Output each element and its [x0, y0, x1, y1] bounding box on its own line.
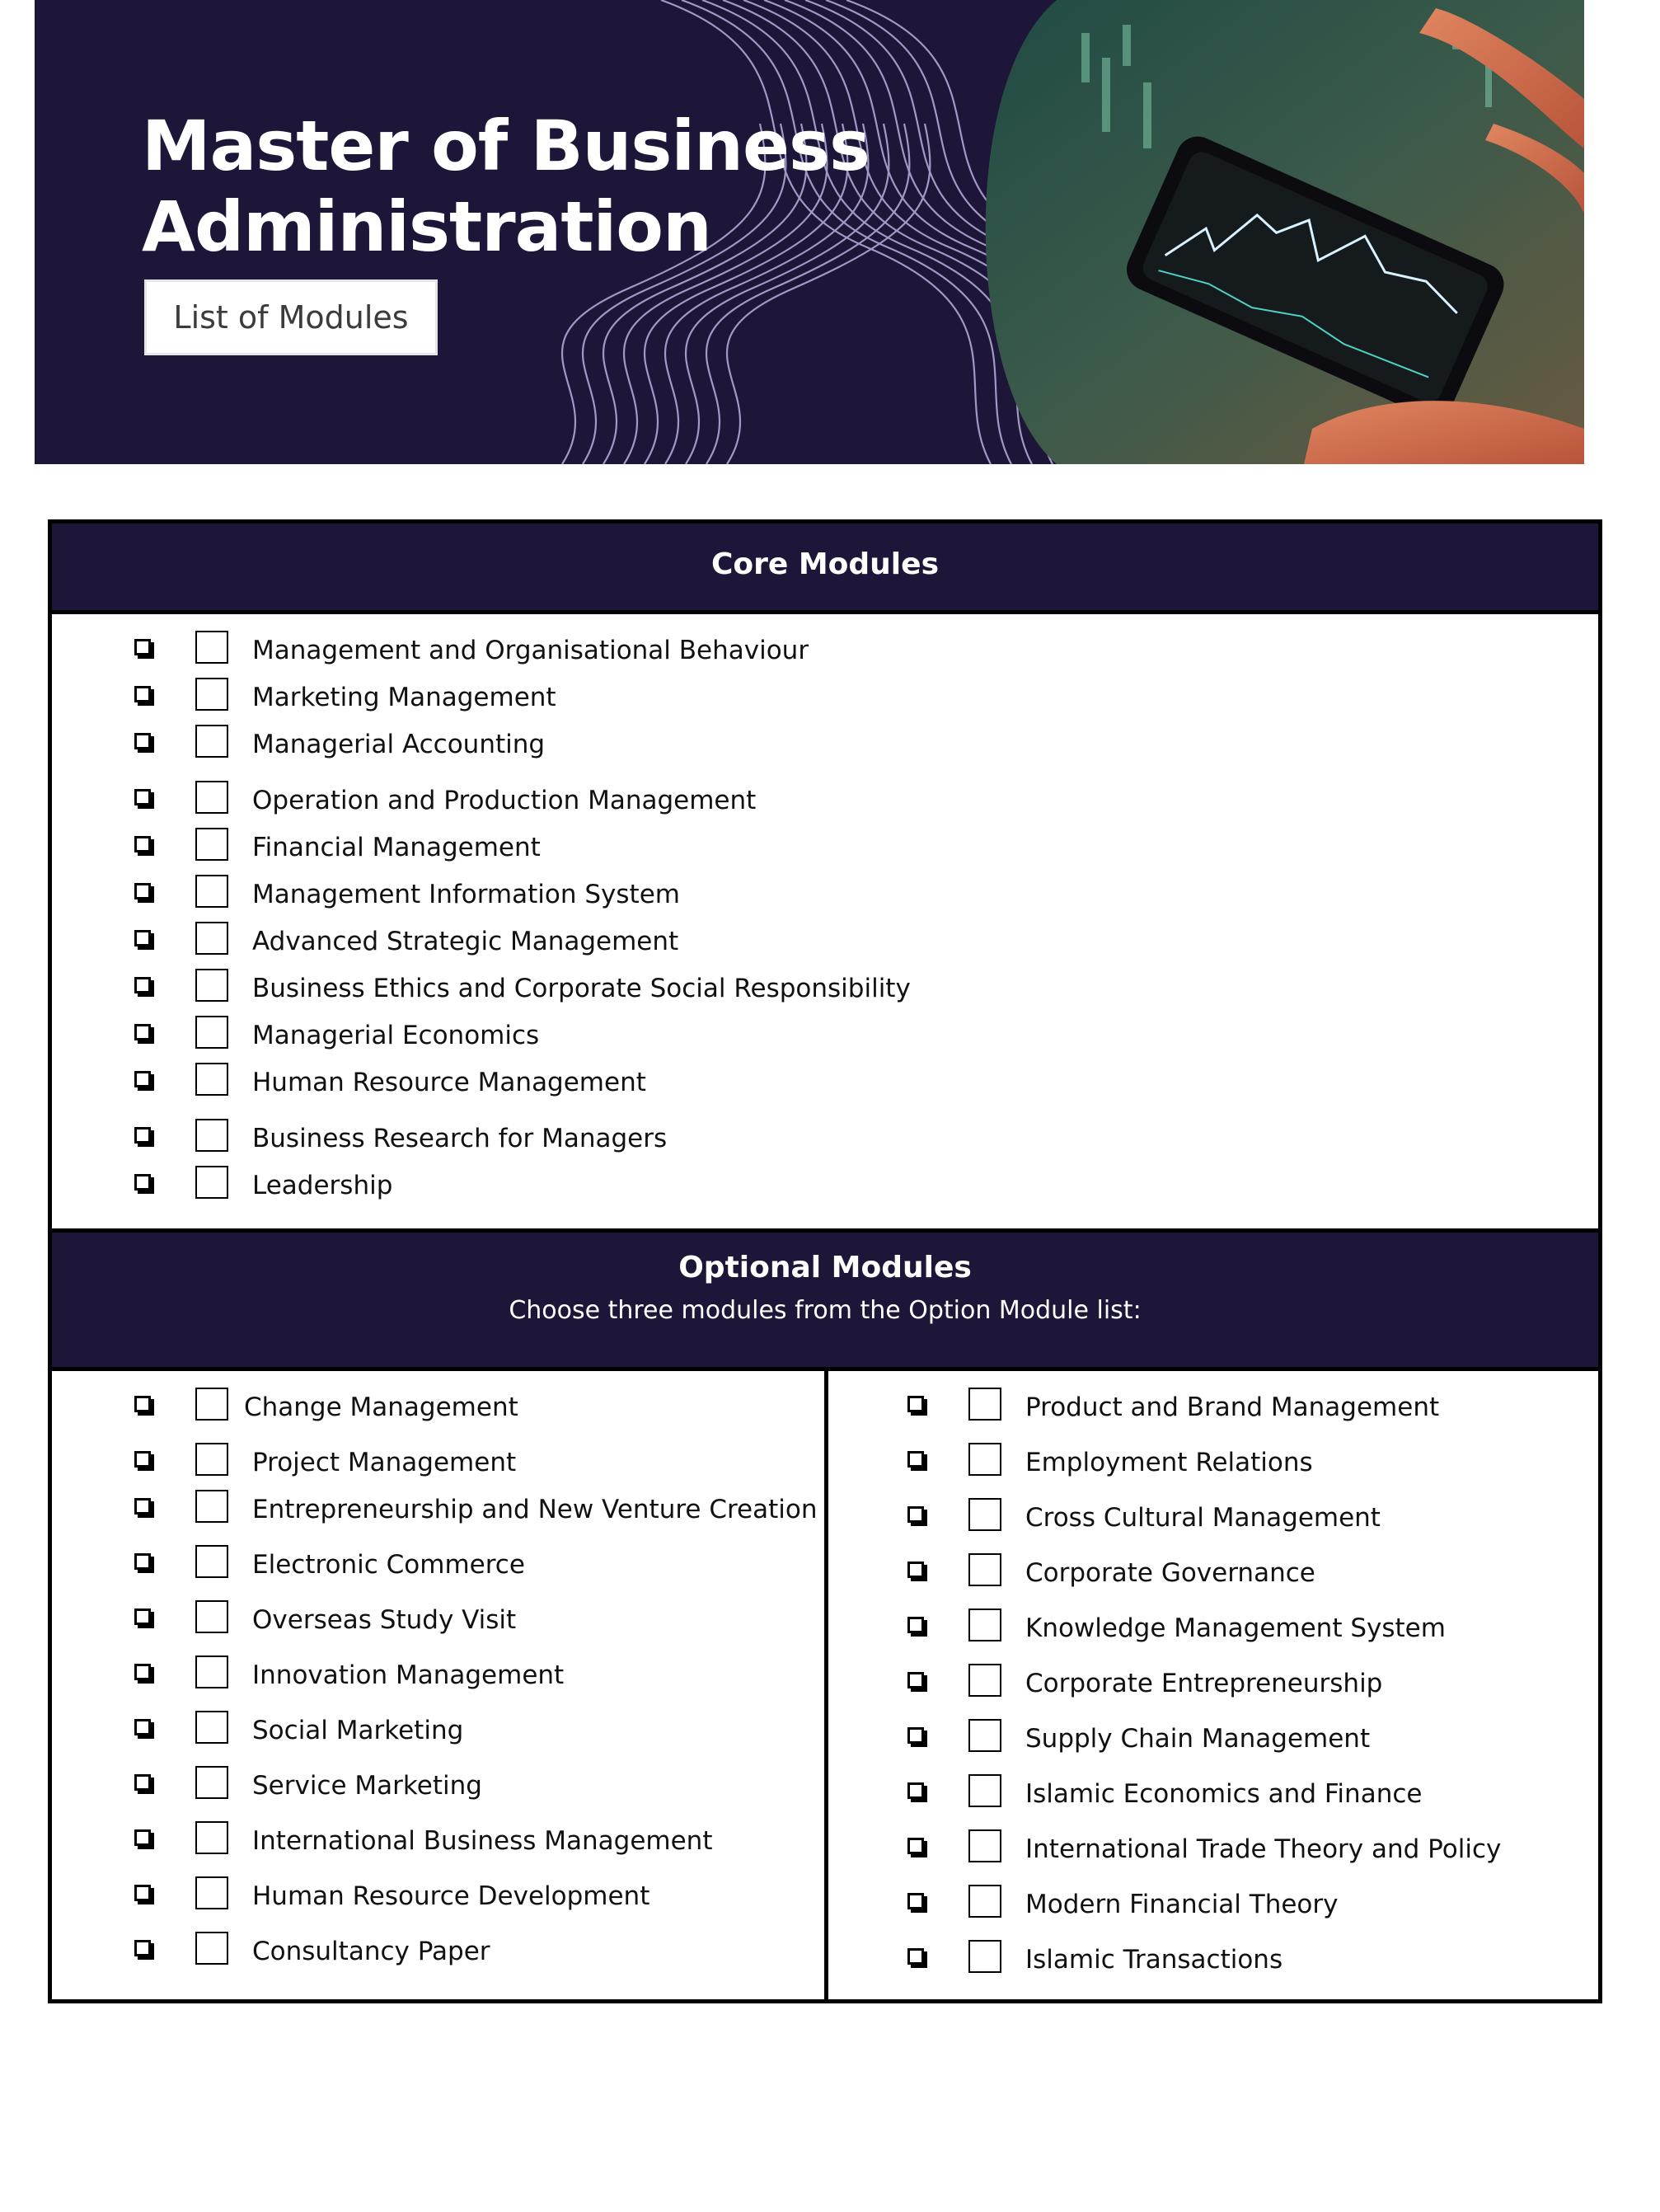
module-label: Product and Brand Management	[1025, 1392, 1440, 1422]
list-of-modules-badge: List of Modules	[144, 279, 438, 355]
module-row	[134, 1711, 860, 1747]
module-row	[134, 1655, 860, 1692]
module-row	[134, 678, 860, 714]
module-checkbox[interactable]	[195, 1766, 228, 1799]
program-title-line-1: Master of Business	[142, 106, 870, 186]
module-label: Consultancy Paper	[252, 1937, 490, 1966]
checkbox-bullet-icon	[907, 1451, 924, 1468]
module-row	[134, 1600, 860, 1637]
module-label: Management and Organisational Behaviour	[252, 636, 809, 665]
module-label: Business Research for Managers	[252, 1124, 668, 1153]
module-checkbox[interactable]	[195, 1119, 228, 1152]
module-row	[134, 781, 860, 817]
checkbox-bullet-icon	[134, 789, 151, 805]
module-row	[134, 1388, 860, 1424]
module-checkbox[interactable]	[195, 1932, 228, 1965]
module-row	[907, 1885, 1633, 1921]
module-row	[134, 1063, 860, 1099]
module-checkbox[interactable]	[195, 1876, 228, 1909]
module-checkbox[interactable]	[195, 678, 228, 711]
checkbox-bullet-icon	[134, 1071, 151, 1087]
module-label: Supply Chain Management	[1025, 1724, 1371, 1754]
checkbox-bullet-icon	[134, 1885, 151, 1901]
core-modules-header	[52, 524, 1598, 614]
module-label: Marketing Management	[252, 683, 556, 712]
checkbox-bullet-icon	[907, 1617, 924, 1633]
checkbox-bullet-icon	[907, 1948, 924, 1965]
module-label: International Business Management	[252, 1826, 713, 1856]
module-label: Management Information System	[252, 880, 680, 909]
program-title-line-2: Administration	[142, 186, 711, 267]
module-label: Social Marketing	[252, 1716, 464, 1745]
module-checkbox[interactable]	[968, 1498, 1001, 1531]
checkbox-bullet-icon	[134, 1174, 151, 1191]
module-checkbox[interactable]	[195, 1711, 228, 1744]
module-row	[134, 875, 860, 911]
module-checkbox[interactable]	[968, 1443, 1001, 1476]
module-row	[134, 1443, 860, 1479]
module-row	[134, 828, 860, 864]
module-label: Modern Financial Theory	[1025, 1890, 1339, 1919]
optional-modules-header	[52, 1228, 1598, 1371]
module-label: Change Management	[244, 1392, 518, 1422]
checkbox-bullet-icon	[134, 1774, 151, 1791]
module-checkbox[interactable]	[968, 1664, 1001, 1697]
checkbox-bullet-icon	[134, 1553, 151, 1570]
header-banner	[35, 0, 1584, 464]
module-row	[907, 1553, 1633, 1590]
module-label: Human Resource Management	[252, 1068, 646, 1097]
checkbox-bullet-icon	[134, 1940, 151, 1956]
module-row	[134, 1545, 860, 1581]
module-row	[907, 1388, 1633, 1424]
module-checkbox[interactable]	[195, 875, 228, 908]
module-row	[134, 1766, 860, 1802]
module-row	[907, 1940, 1633, 1976]
checkbox-bullet-icon	[134, 733, 151, 749]
checkbox-bullet-icon	[134, 1024, 151, 1040]
module-row	[134, 1016, 860, 1052]
module-checkbox[interactable]	[968, 1388, 1001, 1421]
module-checkbox[interactable]	[195, 1545, 228, 1578]
module-label: Islamic Transactions	[1025, 1945, 1283, 1975]
module-checkbox[interactable]	[968, 1719, 1001, 1752]
module-row	[134, 922, 860, 958]
module-checkbox[interactable]	[968, 1553, 1001, 1586]
checkbox-bullet-icon	[134, 1664, 151, 1680]
module-label: Electronic Commerce	[252, 1550, 525, 1580]
optional-modules-heading: Optional Modules	[678, 1251, 972, 1284]
module-label: Financial Management	[252, 833, 541, 862]
module-label: Corporate Governance	[1025, 1558, 1315, 1588]
checkbox-bullet-icon	[907, 1506, 924, 1523]
module-label: Knowledge Management System	[1025, 1613, 1446, 1643]
module-checkbox[interactable]	[195, 1655, 228, 1688]
module-row	[134, 1119, 860, 1155]
module-row	[134, 1876, 860, 1913]
module-checkbox[interactable]	[968, 1609, 1001, 1641]
column-divider	[824, 1367, 828, 2003]
module-row	[134, 725, 860, 761]
module-checkbox[interactable]	[195, 922, 228, 955]
checkbox-bullet-icon	[907, 1562, 924, 1578]
module-checkbox[interactable]	[195, 1821, 228, 1854]
module-checkbox[interactable]	[195, 969, 228, 1002]
module-checkbox[interactable]	[195, 828, 228, 861]
module-checkbox[interactable]	[195, 1016, 228, 1049]
optional-modules-instructions: Choose three modules from the Option Module list:	[509, 1296, 1142, 1325]
module-row	[134, 1932, 860, 1968]
program-title	[142, 106, 870, 267]
module-checkbox[interactable]	[195, 631, 228, 664]
module-row	[907, 1719, 1633, 1755]
checkbox-bullet-icon	[907, 1672, 924, 1688]
module-row	[134, 1490, 860, 1526]
module-row	[907, 1609, 1633, 1645]
module-label: Islamic Economics and Finance	[1025, 1779, 1423, 1809]
checkbox-bullet-icon	[907, 1893, 924, 1909]
module-label: Entrepreneurship and New Venture Creation	[252, 1495, 818, 1524]
module-label: Business Ethics and Corporate Social Responsibility	[252, 974, 911, 1003]
module-row	[134, 1166, 860, 1202]
checkbox-bullet-icon	[134, 836, 151, 852]
module-checkbox[interactable]	[195, 1063, 228, 1096]
module-label: International Trade Theory and Policy	[1025, 1834, 1502, 1864]
module-checkbox[interactable]	[195, 1600, 228, 1633]
module-checkbox[interactable]	[195, 1490, 228, 1523]
module-checkbox[interactable]	[195, 725, 228, 758]
checkbox-bullet-icon	[134, 1451, 151, 1468]
module-row	[907, 1443, 1633, 1479]
checkbox-bullet-icon	[907, 1727, 924, 1744]
module-label: Overseas Study Visit	[252, 1605, 517, 1635]
module-label: Project Management	[252, 1448, 517, 1477]
checkbox-bullet-icon	[134, 1498, 151, 1515]
module-checkbox[interactable]	[968, 1940, 1001, 1973]
checkbox-bullet-icon	[134, 1719, 151, 1735]
module-checkbox[interactable]	[968, 1885, 1001, 1918]
checkbox-bullet-icon	[134, 686, 151, 702]
module-label: Managerial Accounting	[252, 730, 546, 759]
checkbox-bullet-icon	[134, 1829, 151, 1846]
module-row	[907, 1498, 1633, 1534]
module-label: Cross Cultural Management	[1025, 1503, 1381, 1533]
module-label: Advanced Strategic Management	[252, 927, 679, 956]
modules-table	[48, 519, 1602, 2003]
module-label: Employment Relations	[1025, 1448, 1313, 1477]
checkbox-bullet-icon	[907, 1838, 924, 1854]
module-row	[134, 631, 860, 667]
checkbox-bullet-icon	[134, 883, 151, 899]
module-checkbox[interactable]	[195, 1443, 228, 1476]
module-checkbox[interactable]	[195, 1166, 228, 1199]
module-label: Managerial Economics	[252, 1021, 540, 1050]
checkbox-bullet-icon	[134, 1127, 151, 1144]
module-row	[907, 1774, 1633, 1810]
module-row	[907, 1664, 1633, 1700]
checkbox-bullet-icon	[134, 977, 151, 993]
module-row	[134, 1821, 860, 1857]
checkbox-bullet-icon	[134, 930, 151, 946]
module-checkbox[interactable]	[968, 1774, 1001, 1807]
trading-phone-photo	[958, 0, 1584, 464]
checkbox-bullet-icon	[907, 1782, 924, 1799]
module-row	[134, 969, 911, 1005]
module-checkbox[interactable]	[195, 781, 228, 814]
module-row	[907, 1829, 1633, 1866]
module-checkbox[interactable]	[195, 1388, 228, 1421]
checkbox-bullet-icon	[134, 1609, 151, 1625]
module-label: Innovation Management	[252, 1660, 565, 1690]
core-modules-heading: Core Modules	[711, 547, 939, 581]
module-checkbox[interactable]	[968, 1829, 1001, 1862]
checkbox-bullet-icon	[134, 639, 151, 655]
module-label: Service Marketing	[252, 1771, 482, 1801]
module-label: Operation and Production Management	[252, 786, 757, 815]
module-label: Leadership	[252, 1171, 393, 1200]
module-label: Human Resource Development	[252, 1881, 650, 1911]
checkbox-bullet-icon	[907, 1396, 924, 1412]
module-label: Corporate Entrepreneurship	[1025, 1669, 1383, 1698]
checkbox-bullet-icon	[134, 1396, 151, 1412]
